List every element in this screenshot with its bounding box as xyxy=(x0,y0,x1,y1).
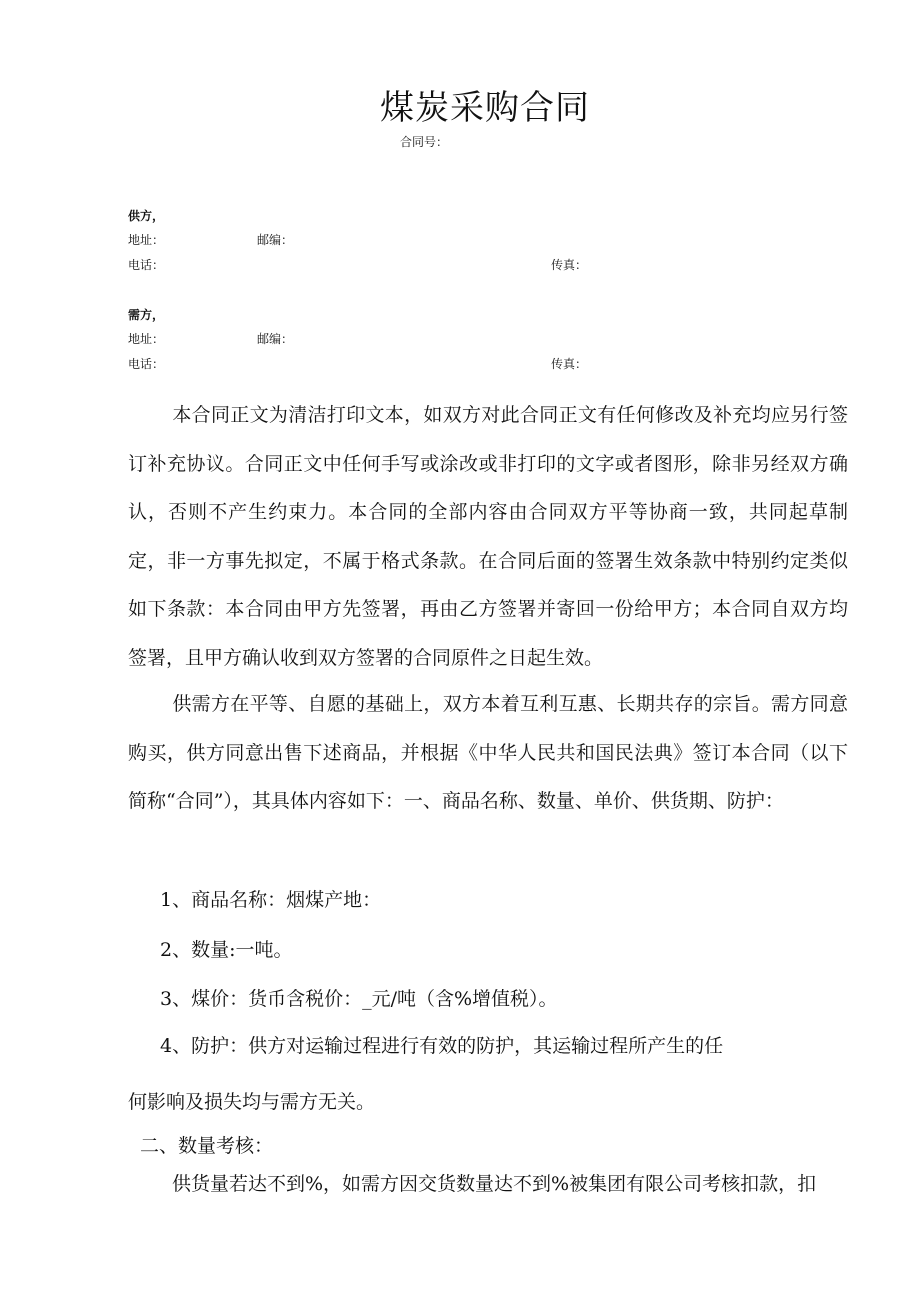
buyer-heading: 需方， xyxy=(128,308,165,322)
paragraph-1-text: 本合同正文为清洁打印文本，如双方对此合同正文有任何修改及补充均应另行签订补充协议。合同正文中任何手写或涂改或非打印的文字或者图形，除非另经双方确认，否则不产生约束力。本合同的全部内容由合同双方平等协商一致，共同起草制定，非一方事先拟定，不属于格式条款。在合同后面的签署生效条款中特别约定类似如下条款：本合同由甲方先签署，再由乙方签署并寄回一份给甲方；本合同自双方均签署，且甲方确认收到双方签署的合同原件之日起生效。 xyxy=(128,404,848,669)
item-quantity: 2、数量:一吨。 xyxy=(160,939,293,961)
item-product-name: 1、商品名称：烟煤产地： xyxy=(160,889,382,911)
buyer-phone-label: 电话： xyxy=(128,357,165,371)
contract-number-label: 合同号： xyxy=(400,135,449,149)
section-2-text: 供货量若达不到%，如需方因交货数量达不到%被集团有限公司考核扣款，扣 xyxy=(172,1173,817,1195)
item-protection: 4、防护：供方对运输过程进行有效的防护，其运输过程所产生的任 xyxy=(160,1035,724,1057)
section-2-heading: 二、数量考核： xyxy=(140,1135,274,1157)
paragraph-agreement-basis xyxy=(128,680,848,826)
paragraph-2-text: 供需方在平等、自愿的基础上，双方本着互利互惠、长期共存的宗旨。需方同意购买，供方同意出售下述商品，并根据《中华人民共和国民法典》签订本合同（以下简称“合同”），其具体内容如下：一、商品名称、数量、单价、供货期、防护： xyxy=(128,693,848,812)
supplier-postcode-label: 邮编： xyxy=(257,233,294,247)
paragraph-clean-text-clause xyxy=(128,391,848,682)
item-price: 3、煤价：货币含税价：_元/吨（含%增值税）。 xyxy=(160,988,558,1010)
supplier-phone-label: 电话： xyxy=(128,258,165,272)
buyer-fax-label: 传真： xyxy=(551,357,588,371)
buyer-address-label: 地址： xyxy=(128,332,165,346)
supplier-fax-label: 传真： xyxy=(551,258,588,272)
supplier-heading: 供方， xyxy=(128,209,165,223)
supplier-address-label: 地址： xyxy=(128,233,165,247)
item-protection-continuation: 何影响及损失均与需方无关。 xyxy=(128,1091,376,1113)
page-title: 煤炭采购合同 xyxy=(380,88,590,128)
buyer-postcode-label: 邮编： xyxy=(257,332,294,346)
